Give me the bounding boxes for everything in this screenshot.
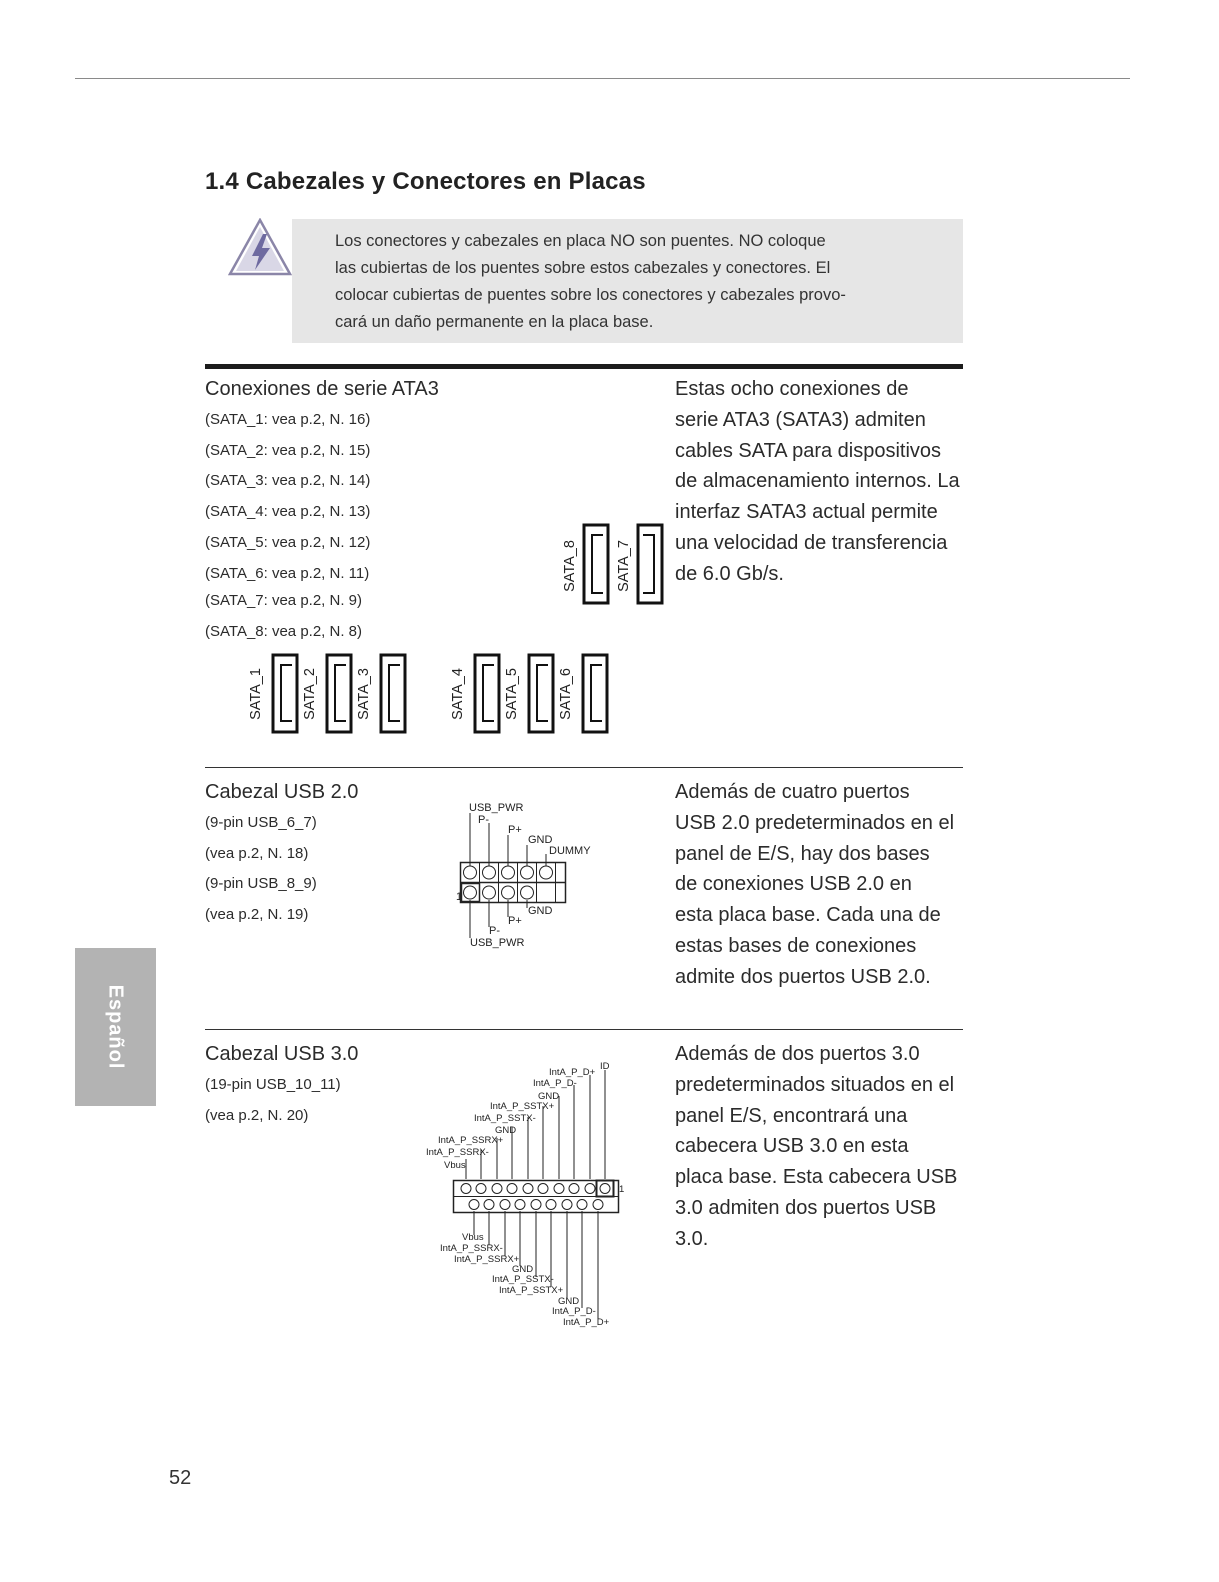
sata-8-connector <box>584 525 608 603</box>
usb3-pin-label: IntA_P_SSTX+ <box>499 1285 564 1296</box>
desc-line: de conexiones USB 2.0 en <box>675 873 912 896</box>
usb3-pin-label: IntA_P_D- <box>533 1078 577 1089</box>
language-tab-label: Español <box>104 984 127 1070</box>
usb3-pin-label: Vbus <box>444 1160 466 1171</box>
desc-line: Además de dos puertos 3.0 <box>675 1043 920 1065</box>
desc-line: admite dos puertos USB 2.0. <box>675 965 931 988</box>
desc-line: serie ATA3 (SATA3) admiten <box>675 408 926 431</box>
sata-4-label: SATA_4 <box>449 668 466 720</box>
sata-2-label: SATA_2 <box>301 668 318 720</box>
warning-line: cará un daño permanente en la placa base. <box>335 313 654 331</box>
desc-line: panel de E/S, hay dos bases <box>675 842 930 865</box>
usb2-pin-label: DUMMY <box>549 845 591 857</box>
sata-ref: (SATA_4: vea p.2, N. 13) <box>205 503 371 520</box>
sata-7-label: SATA_7 <box>615 540 632 592</box>
usb3-pin-label: Vbus <box>462 1232 484 1243</box>
usb2-pin-label: USB_PWR <box>469 802 524 814</box>
desc-line: placa base. Esta cabecera USB <box>675 1166 958 1189</box>
usb2-pin-label: P+ <box>508 915 522 927</box>
warning-line: las cubiertas de los puentes sobre estos cabezales y conectores. El <box>335 259 831 277</box>
usb3-ref: (19-pin USB_10_11) <box>205 1076 341 1093</box>
sata-ref: (SATA_3: vea p.2, N. 14) <box>205 472 371 489</box>
usb3-header-diagram <box>420 1055 640 1330</box>
sata-ref: (SATA_8: vea p.2, N. 8) <box>205 623 363 640</box>
usb2-pin-label: GND <box>528 905 553 917</box>
sata-ref: (SATA_2: vea p.2, N. 15) <box>205 442 371 459</box>
usb3-pin-label: IntA_P_SSRX- <box>426 1147 489 1158</box>
usb2-pin-label: GND <box>528 834 553 846</box>
desc-line: esta placa base. Cada una de <box>675 904 941 927</box>
sata-6-label: SATA_6 <box>557 668 574 720</box>
usb3-pin-label: IntA_P_D- <box>552 1306 596 1317</box>
sata-ref: (SATA_1: vea p.2, N. 16) <box>205 411 371 428</box>
usb3-pin-label: IntA_P_D+ <box>549 1067 596 1078</box>
sata-3-label: SATA_3 <box>355 668 372 720</box>
desc-line: cabecera USB 3.0 en esta <box>675 1135 909 1158</box>
sata-5-connector <box>529 655 553 732</box>
desc-line: panel E/S, encontrará una <box>675 1104 908 1127</box>
usb2-ref: (vea p.2, N. 19) <box>205 906 309 923</box>
usb3-pin-label: IntA_P_SSRX+ <box>454 1254 520 1265</box>
usb2-description <box>675 777 975 993</box>
desc-line: estas bases de conexiones <box>675 934 917 957</box>
usb3-pin-label: IntA_P_SSTX- <box>492 1274 554 1285</box>
usb3-description <box>675 1039 975 1255</box>
sata-ref: (SATA_6: vea p.2, N. 11) <box>205 565 370 582</box>
usb2-heading: Cabezal USB 2.0 <box>205 781 359 803</box>
sata-6-connector <box>583 655 607 732</box>
usb3-pin-label: IntA_P_SSTX+ <box>490 1101 555 1112</box>
desc-line: cables SATA para dispositivos <box>675 439 942 462</box>
usb3-pin-label: GND <box>558 1296 580 1307</box>
usb2-pin-label: P- <box>489 925 500 937</box>
usb2-pin1-label: 1 <box>456 891 463 903</box>
desc-line: predeterminados situados en el <box>675 1073 955 1096</box>
sata-4-connector <box>475 655 499 732</box>
desc-line: 3.0 admiten dos puertos USB <box>675 1196 937 1219</box>
usb3-pin-label: GND <box>495 1125 517 1136</box>
desc-line: 3.0. <box>675 1227 709 1250</box>
usb2-ref: (9-pin USB_6_7) <box>205 814 317 831</box>
usb3-pin-label: ID <box>600 1061 610 1072</box>
usb3-pin-label: IntA_P_SSTX- <box>474 1113 536 1124</box>
usb3-pin-label: GND <box>512 1264 534 1275</box>
sata-ref: (SATA_5: vea p.2, N. 12) <box>205 534 371 551</box>
section-divider <box>205 767 963 768</box>
sata-2-connector <box>327 655 351 732</box>
usb2-pin-label: P- <box>478 814 489 826</box>
usb3-ref: (vea p.2, N. 20) <box>205 1107 309 1124</box>
desc-line: Estas ocho conexiones de <box>675 378 909 400</box>
usb3-pin-label: IntA_P_D+ <box>563 1317 610 1328</box>
section-title: 1.4 Cabezales y Conectores en Placas <box>205 168 646 195</box>
usb3-pin-label: IntA_P_SSRX- <box>440 1243 503 1254</box>
sata-8-label: SATA_8 <box>561 540 578 592</box>
sata-ref: (SATA_7: vea p.2, N. 9) <box>205 592 363 609</box>
usb3-heading: Cabezal USB 3.0 <box>205 1043 359 1065</box>
desc-line: USB 2.0 predeterminados en el <box>675 811 955 834</box>
usb3-pin-label: IntA_P_SSRX+ <box>438 1135 504 1146</box>
warning-line: colocar cubiertas de puentes sobre los conectores y cabezales provo- <box>335 286 846 304</box>
usb2-header-diagram <box>440 796 610 956</box>
usb2-pin-label: P+ <box>508 824 522 836</box>
usb3-pin1-label: 1 <box>619 1184 625 1195</box>
desc-line: una velocidad de transferencia <box>675 531 948 554</box>
sata-1-label: SATA_1 <box>247 668 264 720</box>
desc-line: Además de cuatro puertos <box>675 781 910 803</box>
usb2-pin-label: USB_PWR <box>470 937 525 949</box>
sata-7-connector <box>638 525 662 603</box>
sata-heading: Conexiones de serie ATA3 <box>205 378 439 400</box>
sata-3-connector <box>381 655 405 732</box>
warning-line: Los conectores y cabezales en placa NO son puentes. NO coloque <box>335 232 826 250</box>
section-divider <box>205 1029 963 1030</box>
sata-5-label: SATA_5 <box>503 668 520 720</box>
desc-line: de 6.0 Gb/s. <box>675 562 784 585</box>
page-number: 52 <box>169 1467 192 1489</box>
usb3-pin-label: GND <box>538 1091 560 1102</box>
desc-line: de almacenamiento internos. La <box>675 470 960 493</box>
desc-line: interfaz SATA3 actual permite <box>675 501 938 524</box>
sata-1-connector <box>273 655 297 732</box>
usb2-ref: (vea p.2, N. 18) <box>205 845 309 862</box>
usb2-ref: (9-pin USB_8_9) <box>205 875 317 892</box>
